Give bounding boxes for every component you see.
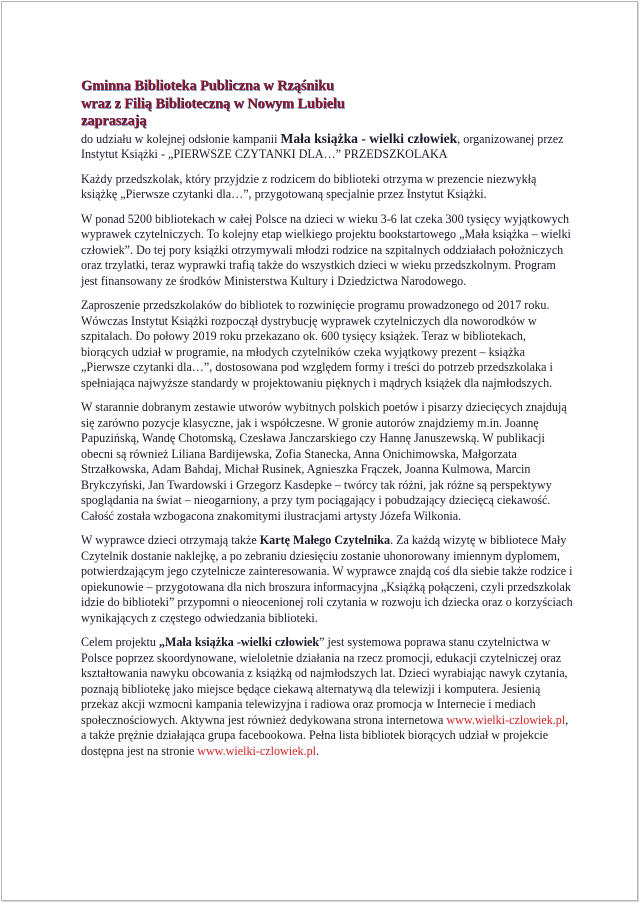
paragraph-reader-card	[81, 533, 573, 626]
goal-project-name: „Mała książka -wielki człowiek	[158, 635, 320, 649]
paragraph-authors: W starannie dobranym zestawie utworów wybitnych polskich poetów i pisarzy dziecięcych znajdują się zarówno pozycje klasyczne, jak i współczesne. W gronie autorów znajdziemy m.in. Joannę Papuzińską, Wandę Chotomską, Czesława Janczarskiego czy Hannę Januszewską. W publikacji obecni są również Liliana Bardijewska, Zofia Stanecka, Anna Onichimowska, Małgorzata Strzałkowska, Adam Bahdaj, Michał Rusinek, Agnieszka Frączek, Joanna Kulmowa, Marcin Brykczyński, Jan Twardowski i Grzegorz Kasdepke – twórcy tak różni, jak różne są perspektywy spoglądania na świat – nieogarniony, a przy tym pociągający i pobudzający dziecięcą ciekawość. Całość została wzbogacona znakomitymi ilustracjami artysty Józefa Wilkonia.	[81, 400, 567, 523]
paragraph-project-goal	[81, 635, 573, 759]
document-page	[1, 1, 638, 901]
reader-card-text-before: W wyprawce dzieci otrzymają także	[81, 533, 260, 547]
reader-card-text-after: . Za każdą wizytę w bibliotece Mały Czytelnik dostanie naklejkę, a po zebraniu dziesięciu zostanie uhonorowany imiennym dyplomem, potwierdzającym jego czytelnicze zainteresowania. W wyprawce znajdą coś dla siebie także rodzice i opiekunowie – przygotowana dla nich broszura informacyjna „Książką połączeni, czyli przedszkolak idzie do biblioteki” przypomni o nieocenionej roli czytania w rozwoju ich dziecka oraz o korzyściach wynikających z częstego odwiedzania biblioteki.	[81, 533, 573, 625]
paragraph-program-history: Zaproszenie przedszkolaków do bibliotek to rozwinięcie programu prowadzonego od 2017 roku. Wówczas Instytut Książki rozpoczął dystrybucję wyprawek czytelniczych dla noworodków w szpitalach. Do połowy 2019 roku przekazano ok. 600 tysięcy książek. Teraz w bibliotekach, biorących udział w programie, na młodych czytelników czeka wyjątkowy prezent – książka „Pierwsze czytanki dla…”, dostosowana pod względem formy i treści do potrzeb przedszkolaka i spełniająca najwyższe standardy w projektowaniu pięknych i mądrych książek dla najmłodszych.	[81, 298, 553, 390]
paragraph-gift: Każdy przedszkolak, który przyjdzie z rodzicem do biblioteki otrzyma w prezencie niezwykłą książkę „Pierwsze czytanki dla…”, przygotowaną specjalnie przez Instytut Książki.	[81, 171, 537, 201]
website-link-2[interactable]: www.wielki-czlowiek.pl	[197, 743, 316, 758]
intro-text-after: , organizowanej przez Instytut Książki - „PIERWSZE CZYTANKI DLA…” PRZEDSZKOLAKA	[81, 131, 564, 161]
heading-line-2: wraz z Filią Biblioteczną w Nowym Lubielu	[81, 95, 345, 112]
paragraph-libraries: W ponad 5200 bibliotekach w całej Polsce na dzieci w wieku 3-6 lat czeka 300 tysięcy wyjątkowych wyprawek czytelniczych. To kolejny etap wielkiego projektu bookstartowego „Mała książka – wielki człowiek”. Do tej pory książki otrzymywali młodzi rodzice na szpitalnych oddziałach położniczych oraz trzylatki, teraz wyprawki trafią także do wszystkich dzieci w wieku przedszkolnym. Program jest finansowany ze środków Ministerstwa Kultury i Dziedzictwa Narodowego.	[81, 211, 571, 288]
heading-line-3: zapraszają	[81, 113, 147, 129]
intro-text-before: do udziału w kolejnej odsłonie kampanii	[81, 131, 281, 146]
goal-text-d: .	[316, 743, 320, 758]
reader-card-name: Kartę Małego Czytelnika	[259, 533, 391, 547]
goal-text-c: , a także prężnie działająca grupa facebookowa. Pełna lista bibliotek biorących udział w projekcie dostępna jest na stronie	[81, 712, 569, 758]
heading-line-1: Gminna Biblioteka Publiczna w Rząśniku	[81, 78, 334, 94]
website-link-1[interactable]: www.wielki-czlowiek.pl	[446, 712, 566, 727]
goal-text-a: Celem projektu	[81, 635, 159, 649]
intro-paragraph	[81, 131, 573, 163]
document-body	[81, 78, 573, 759]
campaign-name: Mała książka - wielki człowiek	[280, 130, 458, 146]
goal-text-b: ” jest systemowa poprawa stanu czytelnictwa w Polsce poprzez skoordynowane, wieloletnie działania na rzecz promocji, edukacji czytelniczej oraz kształtowania nawyku obcowania z książką od najmłodszych lat. Dzieci wyrabiając nawyk czytania, poznają bibliotekę jako miejsce będące ciekawą alternatywą dla telewizji i komputera. Jesienią przekaz akcji wzmocni kampania telewizyjna i radiowa oraz promocja w Internecie i mediach społecznościowych. Aktywna jest również dedykowana strona internetowa	[81, 635, 568, 727]
